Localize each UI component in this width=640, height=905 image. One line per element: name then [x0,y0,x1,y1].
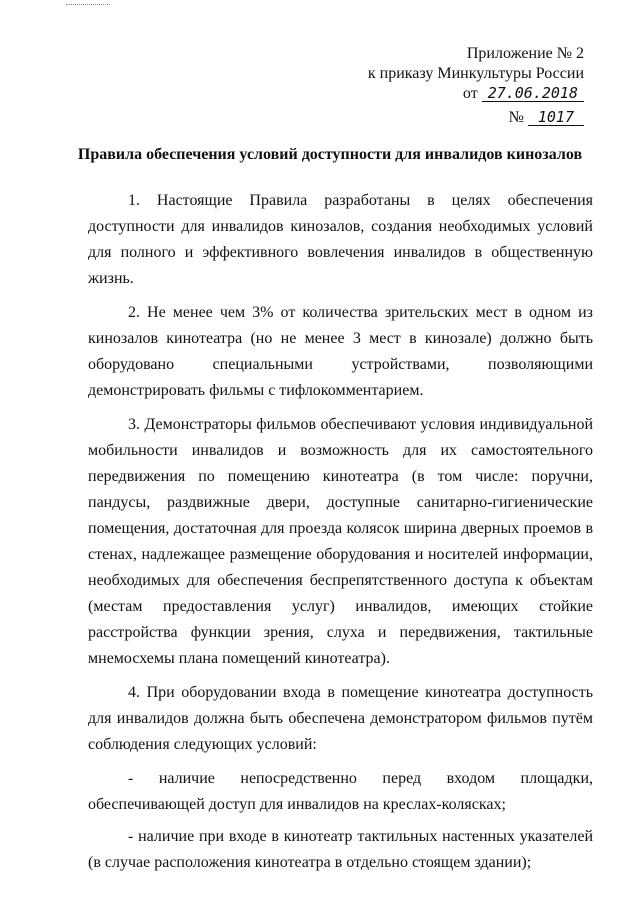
paragraph-4: 4. При оборудовании входа в помещение кинотеатра доступность для инвалидов должна быть обеспечена демонстратором фильмов путём соблюдения следующих условий: [88,684,593,753]
paragraph-2: 2. Не менее чем 3% от количества зрительских мест в одном из кинозалов кинотеатра (но не менее 3 мест в кинозале) должно быть оборудовано специальными устройствами, позволяющими демонстрировать фильмы с тифлокомментарием. [88,304,593,399]
number-prefix: № [508,109,524,126]
appendix-number: Приложение № 2 [466,45,584,62]
document-body [88,188,593,882]
order-date: 27.06.2018 [482,85,584,102]
order-number: 1017 [528,109,584,126]
list-item: - наличие непосредственно перед входом площадки, обеспечивающей доступ для инвалидов на креслах-колясках; [88,770,593,813]
order-number-line [368,108,584,128]
paragraph-1: 1. Настоящие Правила разработаны в целях обеспечения доступности для инвалидов кинозалов, создания необходимых условий для полного и эффективного вовлечения инвалидов в общественную жизнь. [88,192,593,287]
paragraph-3: 3. Демонстраторы фильмов обеспечивают условия индивидуальной мобильности инвалидов и возможность для их самостоятельного передвижения по помещению кинотеатра (в том числе: поручни, пандусы, раздвижные двери, доступные санитарно-гигиенические помещения, достаточная для проезда колясок ширина дверных проемов в стенах, надлежащее размещение оборудования и носителей информации, необходимых для обеспечения беспрепятственного доступа к объектам (местам предоставления услуг) инвалидов, имеющих стойкие расстройства функции зрения, слуха и передвижения, тактильные мнемосхемы плана помещений кинотеатра). [88,416,593,667]
scan-artifact [66,4,110,9]
document-title: Правила обеспечения условий доступности для инвалидов кинозалов [77,146,583,163]
date-prefix: от [462,85,478,102]
order-date-line [368,84,584,104]
appendix-header [368,44,584,128]
order-reference: к приказу Минкультуры России [367,65,584,82]
list-item: - наличие при входе в кинотеатр тактильных настенных указателей (в случае расположения кинотеатра в отдельно стоящем здании); [88,828,593,871]
